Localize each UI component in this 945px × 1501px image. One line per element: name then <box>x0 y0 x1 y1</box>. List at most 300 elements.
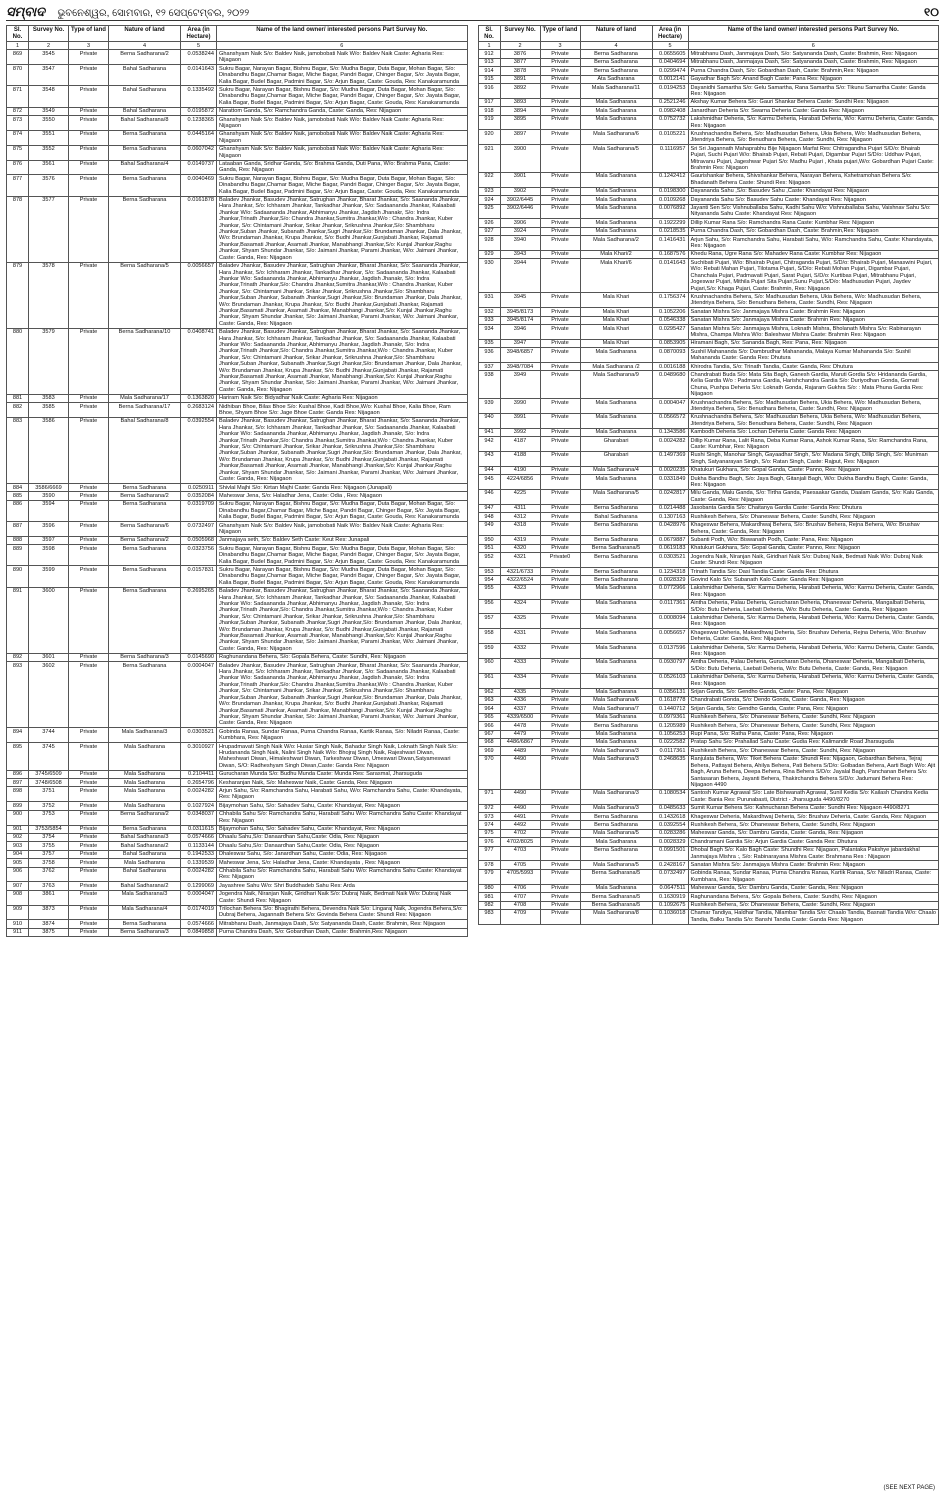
owner-cell: Sukru Bagar, Narayan Bagar, Bishnu Bagar, S/o: Mudha Bagar, Duta Bagar, Mohan Bagar, S/o: Dinabandhu Bagar,Chamar Bagar, Miche Bagar, Pandri Bagar, Chinger Bagar, S/o: Jayata Bagar, Kalia Bagar, Budel Bagar, Padmini Bagar, S/o: Arjun Bagar, Caste: Gouda, Res: Kanakaramunda <box>217 500 468 521</box>
table-row <box>7 882 468 890</box>
land-type-cell: Private <box>540 629 580 644</box>
table-row <box>478 236 939 251</box>
table-row <box>478 196 939 204</box>
sl-no-cell: 953 <box>478 568 500 576</box>
land-type-cell: Private <box>540 371 580 399</box>
land-type-cell: Private <box>69 825 109 833</box>
area-cell: 0.0195872 <box>181 107 217 115</box>
sl-no-cell: 903 <box>7 842 29 850</box>
table-row <box>478 466 939 474</box>
land-type-cell: Private <box>540 696 580 704</box>
owner-cell: Milu Ganda, Malu Ganda, S/o: Tirtha Ganda, Paesaakar Ganda, Daalam Ganda, S/o: Kalu Ganda, Caste: Ganda, Res: Nijagaon <box>688 489 939 504</box>
survey-no-cell: 3752 <box>29 802 69 810</box>
land-type-cell: Private <box>540 713 580 721</box>
owner-cell: Sri Sri Jagannath Mahaprabhu Bije Nijagaon Marfat Res: Chitragandha Pujari S/D/o: Bhairab Pujari, Suchi Pujari W/o: Bhairab Pujari, Rebati Pujari, Digambar Pujari S/D/o: Uddhav Pujari, Mitravanu Pujari, Jageshwar Pujari S/o: Madhu Pujari , Khata pujari,W/o: Gobardhan Pujari Caste: Brahmin Res: Nijagaon <box>688 145 939 173</box>
sl-no-cell: 948 <box>478 513 500 521</box>
table-row <box>7 810 468 825</box>
survey-no-cell: 3745/6509 <box>29 770 69 778</box>
table-row <box>7 50 468 65</box>
survey-no-cell: 3861 <box>29 890 69 905</box>
owner-cell: Pratap Sahu S/o: Prahallad Sahu Caste: Gudia Res: Kalimandir Road Jharsuguda <box>688 738 939 746</box>
area-cell: 0.0020235 <box>652 466 688 474</box>
survey-no-cell: 4339/6500 <box>500 713 540 721</box>
land-type-cell: Private <box>540 451 580 466</box>
land-nature-cell: Mala Sadharana <box>580 713 652 721</box>
survey-no-cell: 4321/6733 <box>500 568 540 576</box>
column-number: 3 <box>69 42 109 50</box>
owner-cell: Purna Chandra Dash, S/o: Gobardhan Dash, Caste: Brahmin,Res: Nijagaon <box>688 67 939 75</box>
table-row <box>478 489 939 504</box>
survey-no-cell: 3949 <box>500 371 540 399</box>
sl-no-cell: 945 <box>478 475 500 490</box>
land-nature-cell: Gharabari <box>580 451 652 466</box>
land-nature-cell: Mala Sadharana <box>580 629 652 644</box>
land-type-cell: Private <box>540 861 580 869</box>
owner-cell: Krushnachandra Behera, S/o: Madhusudan Behera, Ukia Behera, W/o: Madhusudan Behera, Jitendriya Behera, S/o: Benudhara Behera, Caste: Sundhi, Res: Nijagaon <box>688 130 939 145</box>
land-nature-cell: Berna Sadharana <box>109 825 181 833</box>
area-cell: 0.0772966 <box>652 584 688 599</box>
land-nature-cell: Berna Sadharana/6 <box>109 522 181 537</box>
table-row <box>478 504 939 512</box>
owner-cell: Krushnachandra Behera, S/o: Madhusudan Behera, Ukia Behera, W/o: Madhusudan Behera, Jitendriya Behera, S/o: Benudhara Behera, Caste: Sundhi, Res: Nijagaon <box>688 413 939 428</box>
owner-cell: Aintha Deheria, Palau Deheria, Gurucharan Deheria, Dhaneswar Deheria, Mangalbati Deheria, S/D/o: Butu Deheria, Laebati Deheria, W/o: Butu Deheria, Caste: Ganda, Res: Nijagaon <box>688 599 939 614</box>
owner-cell: Baladev Jhankar, Basudev Jhankar, Satrughan Jhankar, Bharat Jhankar, S/o: Saananda Jhankar, Hara Jhankar, S/o: Ichharam Jhankar, Tankadhar Jhankar, S/o: Sadaananda Jhankar, Kalaabati Jhankar W/o: Sadaananda Jhankar, Abhimanyu Jhankar, Jagdish Jhanakr, S/o: Indra Jhankar,Trinath Jhankar,S/o: Chandra Jhankar,Sumitra Jhankar,W/o : Chandra Jhankar, Kuber Jhankar, S/o: Chintamani Jhankar, Srikar Jhankar, Srikrushna Jhankar,S/o: Shambharu Jhankar,Suban Jhankar, Subanath Jhankar,Sugri Jhankar,S/o: Brundaman Jhankar, Dala Jhankar, W/o: Brundaman Jhankar, Krupa Jhankar, S/o: Budhi Jhankar,Gunjabati Jhankar, Rajamati Jhankar,Basamati Jhankar, Asamati Jhankar, Manabhangi Jhankar,S/o: Kunjal Jhankar,Raghu Jhankar, Shyam Shundar Jhankar, S/o: Jaimani Jhankar, Parami Jhankar, W/o: Jaimani Jhankar, Caste: Ganda, Res: Nijagaon <box>217 662 468 728</box>
sl-no-cell: 974 <box>478 821 500 829</box>
land-nature-cell: Mala Sadharana <box>109 779 181 787</box>
sl-no-cell: 966 <box>478 722 500 730</box>
owner-cell: Baladev Jhankar, Basudev Jhankar, Satrughan Jhankar, Bharat Jhankar, S/o: Saananda Jhankar, Hara Jhankar, S/o: Ichharam Jhankar, Tankadhar Jhankar, S/o: Sadaananda Jhankar, Kalaabati Jhankar W/o: Sadaananda Jhankar, Abhimanyu Jhankar, Jagdish Jhanakr, S/o: Indra Jhankar,Trinath Jhankar,S/o: Chandra Jhankar,Sumitra Jhankar,W/o : Chandra Jhankar, Kuber Jhankar, S/o: Chintamani Jhankar, Srikar Jhankar, Srikrushna Jhankar,S/o: Shambharu Jhankar,Suban Jhankar, Subanath Jhankar,Sugri Jhankar,S/o: Brundaman Jhankar, Dala Jhankar, W/o: Brundaman Jhankar, Krupa Jhankar, S/o: Budhi Jhankar,Gunjabati Jhankar, Rajamati Jhankar,Basamati Jhankar, Asamati Jhankar, Manabhangi Jhankar,S/o: Kunjal Jhankar,Raghu Jhankar, Shyam Shundar Jhankar, S/o: Jaimani Jhankar, Parami Jhankar, W/o: Jaimani Jhankar, Caste: Ganda, Res: Nijagaon <box>217 417 468 483</box>
land-nature-cell: Mala Sadharana <box>109 787 181 802</box>
sl-no-cell: 960 <box>478 658 500 673</box>
owner-cell: Trilochan Behera S/o: Bhagirathi Behera, Devendra Naik S/o: Lingaraj Naik, Jogendra Behera,S/o: Dubraj Behera, Jagannath Behera S/o: Govinda Behera Caste: Shundi Res: Nijagaon <box>217 905 468 920</box>
land-type-cell: Private <box>540 747 580 755</box>
sl-no-cell: 944 <box>478 466 500 474</box>
sl-no-cell: 892 <box>7 653 29 661</box>
table-row <box>478 536 939 544</box>
survey-no-cell: 3586/6669 <box>29 484 69 492</box>
table-row <box>478 187 939 195</box>
area-cell: 0.0752732 <box>652 115 688 130</box>
survey-no-cell: 4225 <box>500 489 540 504</box>
area-cell: 0.0982408 <box>652 107 688 115</box>
survey-no-cell: 4224/6856 <box>500 475 540 490</box>
land-nature-cell: Mala Sadharana <box>580 172 652 187</box>
table-row <box>478 838 939 846</box>
land-nature-cell: Mala Sadharana <box>109 743 181 771</box>
table-row <box>478 339 939 347</box>
land-nature-cell: Berna Sadharana <box>109 587 181 653</box>
land-nature-cell: Mala Sadharana/9 <box>580 371 652 399</box>
table-row <box>478 437 939 452</box>
table-row <box>478 58 939 66</box>
survey-no-cell: 3552 <box>29 145 69 160</box>
survey-no-cell: 3946 <box>500 325 540 340</box>
owner-cell: Khageswar Deheria, Makardhwaj Deheria, S/o: Brushav Deheria, Caste: Ganda, Res: Nijagaon <box>688 813 939 821</box>
area-cell: 0.1205989 <box>652 722 688 730</box>
land-nature-cell: Mala Sadharana <box>580 413 652 428</box>
land-nature-cell: Mala Sadharana <box>580 115 652 130</box>
land-type-cell: Private <box>69 545 109 566</box>
area-cell: 0.1027924 <box>181 802 217 810</box>
survey-no-cell: 4323 <box>500 584 540 599</box>
owner-cell: Gurucharan Munda S/o: Budhu Munda Caste: Munda Res: Sarasmal, Jharsuguda <box>217 770 468 778</box>
owner-cell: Rushikesh Behera, S/o: Dhaneswar Behera, Caste: Sundhi, Res: Nijagaon <box>688 901 939 909</box>
survey-no-cell: 4702/8025 <box>500 838 540 846</box>
survey-no-cell: 3754 <box>29 833 69 841</box>
owner-cell: Kambodh Deheria S/o: Lochan Deheria Caste: Ganda Res: Nijagaon <box>688 428 939 436</box>
sl-no-cell: 912 <box>478 50 500 58</box>
owner-cell: Krushnachandra Behera, S/o: Madhusudan Behera, Ukia Behera, W/o: Madhusudan Behera, Jitendriya Behera, S/o: Benudhara Behera, Caste: Sundhi, Res: Nijagaon <box>688 399 939 414</box>
land-nature-cell: Berna Sadharana/5 <box>580 901 652 909</box>
land-nature-cell: Berna Sadharana <box>580 821 652 829</box>
survey-no-cell: 4486/6867 <box>500 738 540 746</box>
survey-no-cell: 3600 <box>29 587 69 653</box>
survey-no-cell: 4325 <box>500 614 540 629</box>
land-nature-cell: Mala Sadharana <box>580 738 652 746</box>
land-nature-cell: Mala Khari <box>580 308 652 316</box>
owner-cell: Khatukuri Gukhara, S/o: Gopal Ganda, Caste: Panno, Res: Nijagaon <box>688 466 939 474</box>
land-type-cell: Private <box>540 196 580 204</box>
table-row <box>478 755 939 789</box>
land-type-cell: Private <box>69 859 109 867</box>
area-cell: 0.0076892 <box>652 204 688 219</box>
sl-no-cell: 870 <box>7 65 29 86</box>
land-nature-cell: Mala Sadharana/3 <box>109 890 181 905</box>
land-type-cell: Private <box>69 50 109 65</box>
owner-cell: Bijaymohan Sahu, S/o: Sahadev Sahu, Caste: Khandayat, Res: Nijagaon <box>217 802 468 810</box>
sl-no-cell: 968 <box>478 738 500 746</box>
owner-cell: Jayanti Sen S/o: Vishnuballaba Sahu, Kadhi Sahu W/o: Vishnuballaba Sahu, Vaishnav Sahu S/o: Nityananda Sahu Caste: Khandayat Res: Nijagaon <box>688 204 939 219</box>
land-type-cell: Private <box>69 833 109 841</box>
table-row <box>7 842 468 850</box>
sl-no-cell: 927 <box>478 227 500 235</box>
land-nature-cell: Berna Sadharana <box>109 196 181 262</box>
area-cell: 0.0242817 <box>652 489 688 504</box>
land-type-cell: Private <box>69 566 109 587</box>
sl-no-cell: 935 <box>478 339 500 347</box>
owner-cell: Dillip Kumar Rana S/o: Ramchandra Rana Caste: Kumbhar Res: Nijagaon <box>688 219 939 227</box>
land-nature-cell: Berna Sadharana/2 <box>109 810 181 825</box>
land-nature-cell: Bahal Sadharana/2 <box>109 842 181 850</box>
table-row <box>478 475 939 490</box>
sl-no-cell: 930 <box>478 259 500 293</box>
column-number: 2 <box>29 42 69 50</box>
sl-no-cell: 982 <box>478 901 500 909</box>
survey-no-cell: 4490 <box>500 804 540 812</box>
sl-no-cell: 911 <box>7 928 29 936</box>
area-cell: 0.1363820 <box>181 394 217 402</box>
land-nature-cell: Mala Sadharana <box>580 584 652 599</box>
owner-cell: Dhaalu Sahu,S/o: Danaardhan Sahu,Caste: Odia, Res: Nijagaon <box>217 842 468 850</box>
sl-no-cell: 973 <box>478 813 500 821</box>
table-row <box>478 821 939 829</box>
land-nature-cell: Mala Sadharana <box>580 227 652 235</box>
survey-no-cell: 3755 <box>29 842 69 850</box>
land-type-cell: Private <box>540 644 580 659</box>
land-type-cell: Private <box>540 475 580 490</box>
table-row <box>7 779 468 787</box>
survey-no-cell: 3757 <box>29 850 69 858</box>
area-cell: 0.0024282 <box>652 437 688 452</box>
survey-no-cell: 3577 <box>29 196 69 262</box>
owner-cell: Srijan Ganda, S/o: Gendho Ganda, Caste: Pana, Res: Nijagaon <box>688 688 939 696</box>
land-type-cell: Private <box>540 705 580 713</box>
sl-no-cell: 965 <box>478 713 500 721</box>
land-nature-cell: Berna Sadharana <box>109 545 181 566</box>
column-number: 1 <box>478 42 500 50</box>
survey-no-cell: 4490 <box>500 789 540 804</box>
land-nature-cell: Mala Sadharana <box>580 187 652 195</box>
land-nature-cell: Berna Sadharana/10 <box>109 328 181 394</box>
survey-no-cell: 3758 <box>29 859 69 867</box>
owner-cell: Akshay Kumar Behera S/o: Gauri Shankar Behera Caste: Sundhi Res: Nijagaon <box>688 98 939 106</box>
land-nature-cell: Bahal Sadharana <box>580 513 652 521</box>
land-nature-cell: Berna Sadharana <box>580 521 652 536</box>
area-cell: 0.0024282 <box>181 867 217 882</box>
area-cell: 0.2695265 <box>181 587 217 653</box>
sl-no-cell: 979 <box>478 869 500 884</box>
land-type-cell: Private <box>540 84 580 99</box>
owner-cell: Dukha Bandhu Bagh, S/o: Jaya Bagh, Gitanjali Bagh, W/o: Dukha Bandhu Bagh, Caste: Ganda, Res: Nijagaon <box>688 475 939 490</box>
sl-no-cell: 957 <box>478 614 500 629</box>
area-cell: 0.0028329 <box>652 838 688 846</box>
land-nature-cell: Mala Sadharana <box>580 219 652 227</box>
owner-cell: Santosh Kumar Agrawal S/o: Late Bishwanath Agrawal, Sunil Kedia S/o: Kailash Chandra Kedia Caste: Bania Res: Purunabasti, District - Jharsuguda 4490/8270 <box>688 789 939 804</box>
table-row <box>478 145 939 173</box>
area-cell: 0.0853905 <box>652 339 688 347</box>
sl-no-cell: 896 <box>7 770 29 778</box>
land-type-cell: Private <box>69 787 109 802</box>
table-row <box>7 825 468 833</box>
sl-no-cell: 925 <box>478 204 500 219</box>
land-nature-cell: Mala Khari/2 <box>580 250 652 258</box>
survey-no-cell: 4333 <box>500 658 540 673</box>
table-row <box>7 492 468 500</box>
table-row <box>478 738 939 746</box>
survey-no-cell: 3992 <box>500 428 540 436</box>
owner-cell: Rushi Singh, Manohar Singh, Gayaadhar Singh, S/o: Madana Singh, Dillip Singh, S/o: Muniman Singh, Satyanarayan Singh, S/o: Ratan Singh, Caste: Rajput, Res: Nijagaon <box>688 451 939 466</box>
table-row <box>478 308 939 316</box>
table-row <box>478 846 939 861</box>
survey-no-cell: 4705/5993 <box>500 869 540 884</box>
sl-no-cell: 940 <box>478 413 500 428</box>
land-nature-cell: Bahal Sadharana/8 <box>109 417 181 483</box>
owner-cell: Baladev Jhankar, Basudev Jhankar, Satrughan Jhankar, Bharat Jhankar, S/o: Saananda Jhankar, Hara Jhankar, S/o: Ichharam Jhankar, Tankadhar Jhankar, S/o: Sadaananda Jhankar, Kalaabati Jhankar W/o: Sadaananda Jhankar, Abhimanyu Jhankar, Jagdish Jhanakr, S/o: Indra Jhankar,Trinath Jhankar,S/o: Chandra Jhankar,Sumitra Jhankar,W/o : Chandra Jhankar, Kuber Jhankar, S/o: Chintamani Jhankar, Srikar Jhankar, Srikrushna Jhankar,S/o: Shambharu Jhankar,Suban Jhankar, Subanath Jhankar,Sugri Jhankar,S/o: Brundaman Jhankar, Dala Jhankar, W/o: Brundaman Jhankar, Krupa Jhankar, S/o: Budhi Jhankar,Gunjabati Jhankar, Rajamati Jhankar,Basamati Jhankar, Asamati Jhankar, Manabhangi Jhankar,S/o: Kunjal Jhankar,Raghu Jhankar, Shyam Shundar Jhankar, S/o: Jaimani Jhankar, Parami Jhankar, W/o: Jaimani Jhankar, Caste: Ganda, Res: Nijagaon <box>217 262 468 328</box>
land-type-cell: Private <box>69 492 109 500</box>
survey-no-cell: 3897 <box>500 130 540 145</box>
land-type-cell: Private <box>540 363 580 371</box>
area-cell: 0.0295427 <box>652 325 688 340</box>
land-nature-cell: Mala Sadharana/2 <box>580 236 652 251</box>
survey-no-cell: 3579 <box>29 328 69 394</box>
land-type-cell: Private <box>540 172 580 187</box>
area-cell: 0.0024282 <box>181 787 217 802</box>
area-cell: 0.0311615 <box>181 825 217 833</box>
land-nature-cell: Mala Khari <box>580 339 652 347</box>
land-nature-cell: Mala Sadharana/5 <box>580 829 652 837</box>
sl-no-cell: 917 <box>478 98 500 106</box>
owner-cell: Maheswar Ganda, S/o: Dambru Ganda, Caste: Ganda, Res: Nijagaon <box>688 884 939 892</box>
table-row <box>7 116 468 131</box>
survey-no-cell: 3874 <box>29 920 69 928</box>
owner-cell: Subanti Podh, W/o: Biswanath Podh, Caste: Pana, Res: Nijagaon <box>688 536 939 544</box>
area-cell: 0.0174019 <box>181 905 217 920</box>
sl-no-cell: 869 <box>7 50 29 65</box>
owner-cell: Sanatan Mishra S/o: Janmajaya Mishra Caste: Brahmin Res: Nijagaon <box>688 316 939 324</box>
land-nature-cell: Mala Sadharana/3 <box>580 747 652 755</box>
sl-no-cell: 976 <box>478 838 500 846</box>
area-cell: 0.0117361 <box>652 599 688 614</box>
table-row <box>478 75 939 83</box>
land-type-cell: Private <box>540 544 580 552</box>
land-type-cell: Private <box>540 236 580 251</box>
land-type-cell: Private <box>540 219 580 227</box>
table-row <box>478 250 939 258</box>
land-nature-cell: Berna Sadharana <box>109 920 181 928</box>
sl-no-cell: 955 <box>478 584 500 599</box>
survey-no-cell: 4337 <box>500 705 540 713</box>
table-row <box>7 859 468 867</box>
owner-cell: Rushikesh Behera, S/o: Dhaneswar Behera, Caste: Sundhi, Res: Nijagaon <box>688 713 939 721</box>
area-cell: 0.1440712 <box>652 705 688 713</box>
land-type-cell: Private <box>540 730 580 738</box>
area-cell: 0.0408741 <box>181 328 217 394</box>
area-cell: 0.0004047 <box>181 662 217 728</box>
table-row <box>7 484 468 492</box>
area-cell: 0.0538244 <box>181 50 217 65</box>
area-cell: 0.0870093 <box>652 348 688 363</box>
survey-no-cell: 3894 <box>500 107 540 115</box>
land-type-cell: Private <box>69 743 109 771</box>
table-row <box>7 920 468 928</box>
survey-no-cell: 3597 <box>29 536 69 544</box>
sl-no-cell: 947 <box>478 504 500 512</box>
area-cell: 0.1234318 <box>652 568 688 576</box>
sl-no-cell: 891 <box>7 587 29 653</box>
survey-no-cell: 3948/6857 <box>500 348 540 363</box>
area-cell: 0.0194253 <box>652 84 688 99</box>
area-cell: 0.0198300 <box>652 187 688 195</box>
owner-cell: Lakshmidhar Deheria, S/o: Karmu Deheria, Harabati Deheria, W/o: Karmu Deheria, Caste: Ganda, Res: Nijagaon <box>688 673 939 688</box>
land-nature-cell: Bahal Sadharana <box>109 86 181 107</box>
land-type-cell: Private <box>69 802 109 810</box>
area-cell: 0.0849858 <box>181 928 217 936</box>
land-type-cell: Private <box>540 67 580 75</box>
area-cell: 0.1756374 <box>652 293 688 308</box>
owner-cell: Maheswar Ganda, S/o: Dambru Ganda, Caste: Ganda, Res: Nijagaon <box>688 829 939 837</box>
land-type-cell: Private <box>540 316 580 324</box>
survey-no-cell: 4491 <box>500 813 540 821</box>
column-number: 1 <box>7 42 29 50</box>
owner-cell: Dhaalu Sahu,S/o: Danaardhan Sahu,Caste: Odia, Res: Nijagaon <box>217 833 468 841</box>
land-type-cell: Private <box>540 428 580 436</box>
owner-cell: Gobinda Ranaa, Sundar Ranaa, Purna Chandra Ranaa, Kartik Ranaa, S/o: Niladri Ranaa, Caste: Kumbhara, Res: Nijagaon <box>688 869 939 884</box>
land-type-cell: Private <box>69 850 109 858</box>
land-nature-cell: Mala Sadharana/8 <box>580 909 652 924</box>
area-cell: 0.1116957 <box>652 145 688 173</box>
table-row <box>7 770 468 778</box>
area-cell: 0.1052206 <box>652 308 688 316</box>
survey-no-cell: 3945/8174 <box>500 316 540 324</box>
land-type-cell: Private <box>69 810 109 825</box>
area-cell: 0.1922299 <box>652 219 688 227</box>
sl-no-cell: 875 <box>7 145 29 160</box>
land-nature-cell: Berna Sadharana <box>580 722 652 730</box>
owner-cell: Sanatan Mishra S/o: Janmajaya Mishra Caste: Brahmin Res: Nijagaon <box>688 861 939 869</box>
land-nature-cell: Berna Sadharana/3 <box>109 653 181 661</box>
survey-no-cell: 4707 <box>500 893 540 901</box>
survey-no-cell: 4321 <box>500 553 540 568</box>
sl-no-cell: 980 <box>478 884 500 892</box>
owner-cell: Sukru Bagar, Narayan Bagar, Bishnu Bagar, S/o: Mudha Bagar, Duta Bagar, Mohan Bagar, S/o: Dinabandhu Bagar,Chamar Bagar, Miche Bagar, Pandri Bagar, Chinger Bagar, S/o: Jayata Bagar, Kalia Bagar, Budel Bagar, Padmini Bagar, S/o: Arjun Bagar, Caste: Gouda, Res: Kanakaramunda <box>217 566 468 587</box>
owner-cell: Khatukuri Gukhara, S/o: Gopal Ganda, Caste: Panno, Res: Nijagaon <box>688 544 939 552</box>
land-nature-cell: Mala Sadharana <box>580 428 652 436</box>
land-type-cell: Private <box>540 846 580 861</box>
table-row <box>478 413 939 428</box>
land-type-cell: Private <box>69 587 109 653</box>
survey-no-cell: 3547 <box>29 65 69 86</box>
table-row <box>478 50 939 58</box>
table-row <box>7 145 468 160</box>
area-cell: 0.0930797 <box>652 658 688 673</box>
area-cell: 0.0149737 <box>181 160 217 175</box>
survey-no-cell: 3906 <box>500 219 540 227</box>
land-nature-cell: Mala Sadharana <box>580 196 652 204</box>
land-type-cell: Private <box>540 838 580 846</box>
owner-cell: Bijaymohan Sahu, S/o: Sahadev Sahu, Caste: Khandayat, Res: Nijagaon <box>217 825 468 833</box>
table-row <box>478 893 939 901</box>
land-nature-cell: Berna Sadharana <box>109 500 181 521</box>
land-nature-cell: Mala Sadharana <box>580 644 652 659</box>
land-type-cell: Private <box>69 484 109 492</box>
sl-no-cell: 929 <box>478 250 500 258</box>
land-nature-cell: Mala Sadharana <box>580 838 652 846</box>
owner-cell: Khageswar Deheria, Makardhwaj Deheria, S/o: Brushav Deheria, Rejna Deheria, W/o: Brushav Deheria, Caste: Ganda, Res: Nijagaon <box>688 629 939 644</box>
owner-cell: Kesharanjan Naik, S/o: Maheswar Naik, Caste: Ganda, Res: Nijagaon <box>217 779 468 787</box>
survey-no-cell: 4324 <box>500 599 540 614</box>
table-row <box>478 67 939 75</box>
area-cell: 0.0137596 <box>652 644 688 659</box>
table-row <box>478 428 939 436</box>
owner-cell: Chandramani Gardia S/o: Arjun Gardia Caste: Ganda Res: Dhutura <box>688 838 939 846</box>
column-header: Name of the land owner/ interested persons Part Survey No. <box>217 26 468 42</box>
land-type-cell: Private <box>540 813 580 821</box>
area-cell: 0.0105221 <box>652 130 688 145</box>
land-nature-cell: Mala Khari <box>580 316 652 324</box>
land-type-cell: Private <box>540 348 580 363</box>
survey-no-cell: 3891 <box>500 75 540 83</box>
sl-no-cell: 922 <box>478 172 500 187</box>
survey-no-cell: 3948/7084 <box>500 363 540 371</box>
area-cell: 0.1618778 <box>652 696 688 704</box>
area-cell: 0.1339539 <box>181 859 217 867</box>
survey-no-cell: 3590 <box>29 492 69 500</box>
land-nature-cell: Bahal Sadharana/3 <box>109 833 181 841</box>
survey-no-cell: 3586 <box>29 417 69 483</box>
land-type-cell: Private <box>540 755 580 789</box>
survey-no-cell: 3945 <box>500 293 540 308</box>
owner-cell: Chandrabati Gonda, S/o: Dendo Gonda, Caste: Ganda, Res: Nijagaon <box>688 696 939 704</box>
land-nature-cell: Berna Sadharana <box>580 67 652 75</box>
table-columns <box>6 25 939 1491</box>
sl-no-cell: 981 <box>478 893 500 901</box>
survey-no-cell: 4702 <box>500 829 540 837</box>
land-type-cell: Private <box>540 187 580 195</box>
owner-cell: Janardhan Deheria S/o: Swarna Deheria Caste: Ganda Res: Nijagaon <box>688 107 939 115</box>
land-nature-cell: Mala Sadharana <box>580 614 652 629</box>
table-row <box>478 544 939 552</box>
table-row <box>478 730 939 738</box>
